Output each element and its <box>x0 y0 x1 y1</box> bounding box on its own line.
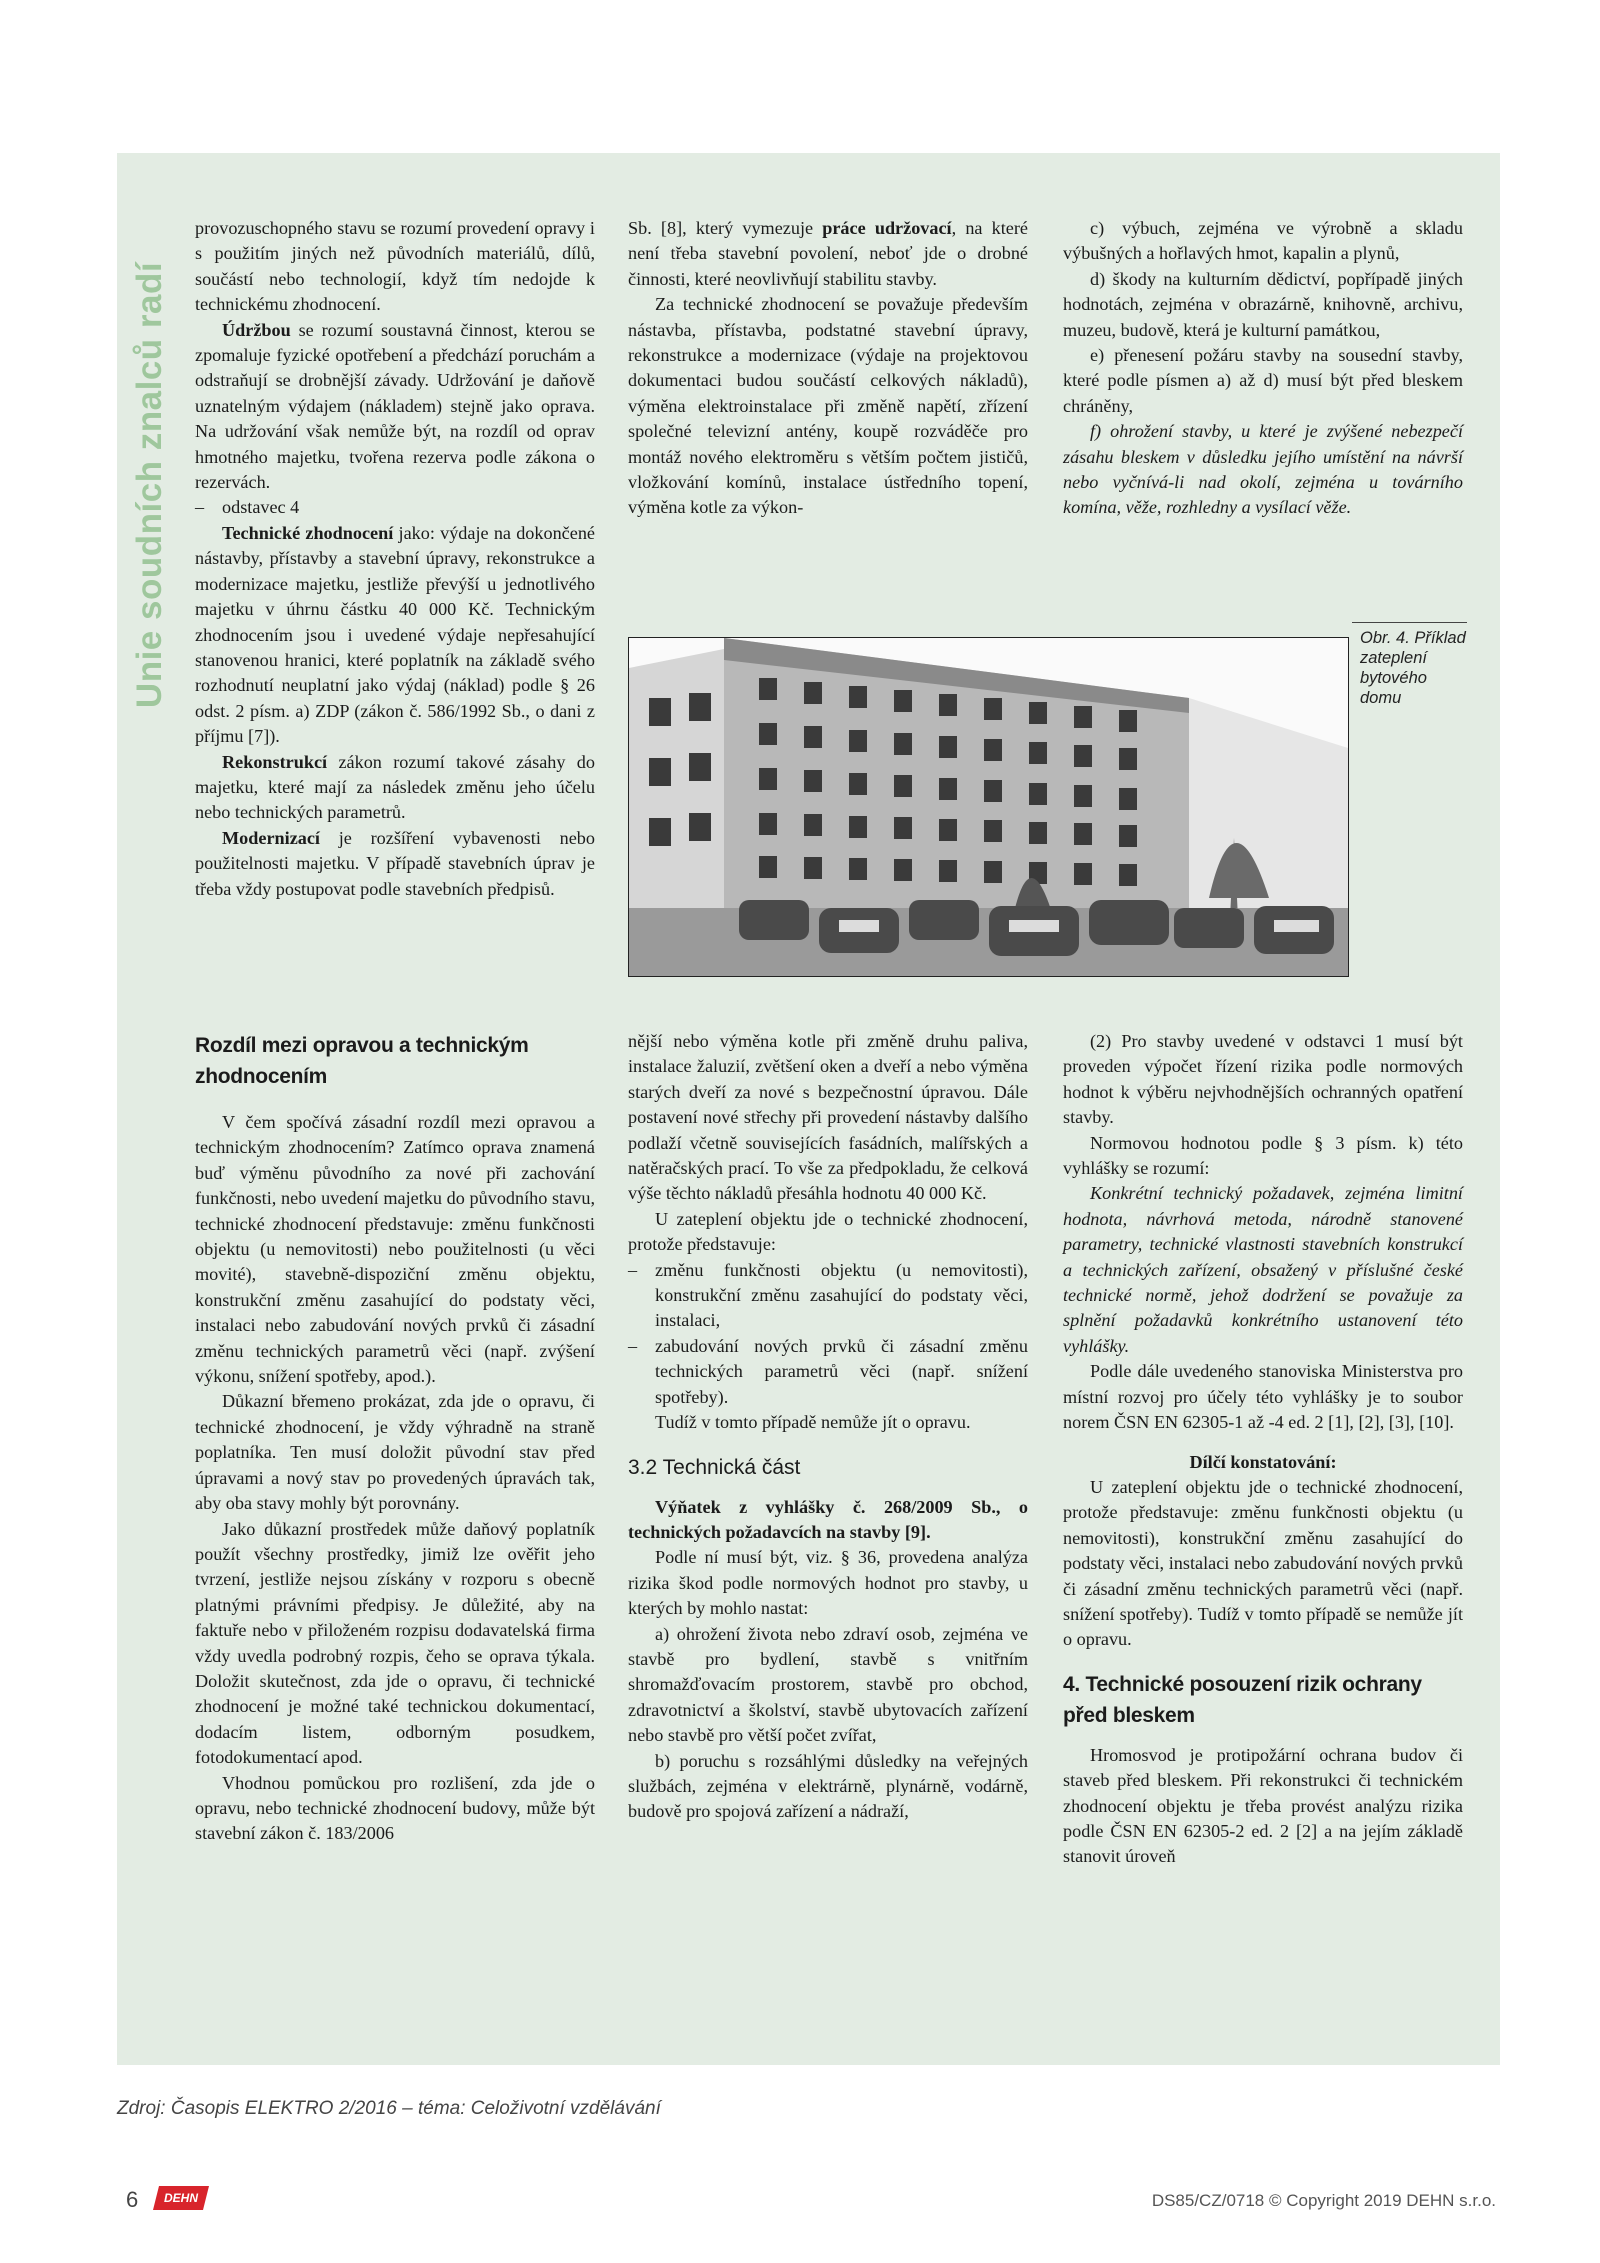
list-item-d: d) škody na kulturním dědictví, popřípadě jiných hodnotách, zejména v obrazárně, knihovně, archivu, muzeu, budově, která je kulturní památkou, <box>1063 268 1463 340</box>
column-3-top <box>1063 216 1463 521</box>
paragraph: provozuschopného stavu se rozumí provedení opravy i s použitím jiných než původních materiálů, dílů, součástí nebo technologií, když tím nedojde k technickému zhodnocení. <box>195 218 595 315</box>
list-item-b: b) poruchu s rozsáhlými důsledky na veřejných službách, zejména v elektrárně, plynárně, vodárně, budově pro spojová zařízení a nádraží, <box>628 1750 1028 1822</box>
paragraph: Za technické zhodnocení se považuje především nástavba, přístavba, podstatné stavební úpravy, rekonstrukce a modernizace (výdaje na projektovou dokumentaci budou součástí celkových nákladů), výměna elektroinstalace při změně napětí, zřízení společné televizní antény, koupě rozváděče pro montáž nového elektroměru s větším počtem jističů, vložkování komínů, instalace ústředního topení, výměna kotle za výkon- <box>628 294 1028 518</box>
list-item-e: e) přenesení požáru stavby na sousední stavby, které podle písmen a) až d) musí být před bleskem chráněny, <box>1063 345 1463 416</box>
column-1-bottom <box>195 1030 595 1847</box>
paragraph: Modernizací je rozšíření vybavenosti nebo použitelnosti majetku. V případě stavebních úprav je třeba vždy postupovat podle stavebních předpisů. <box>195 827 595 899</box>
paragraph: Podle ní musí být, viz. § 36, provedena analýza rizika škod podle normových hodnot pro stavby, u kterých by mohlo nastat: <box>628 1547 1028 1619</box>
paragraph: Údržbou se rozumí soustavná činnost, kterou se zpomaluje fyzické opotřebení a předchází poruchám a odstraňují se drobnější závady. Udržování je daňově uznatelným výdajem (nákladem) stejně jako oprava. Na udržování však nemůže být, na rozdíl od oprav hmotného majetku, tvořena rezerva podle zákona o rezervách. <box>195 319 595 493</box>
list-item-a: a) ohrožení života nebo zdraví osob, zejména ve stavbě pro bydlení, stavbě s vnitřním shromažďovacím prostorem, stavbě pro obchod, zdravotnictví a školství, stavbě ubytovacích zařízení nebo stavbě pro větší počet zvířat, <box>628 1623 1028 1746</box>
section-heading: Rozdíl mezi opravou a technickým zhodnocením <box>195 1034 529 1088</box>
paragraph: Konkrétní technický požadavek, zejména limitní hodnota, návrhová metoda, národně stanovené parametry, technické vlastnosti stavebních konstrukcí a technických zařízení, obsažený v příslušné české technické normě, jehož dodržení se považuje za splnění požadavků konkrétního ustanovení této vyhlášky. <box>1063 1183 1463 1356</box>
list-item: – změnu funkčnosti objektu (u nemovitosti), konstrukční změnu zasahující do podstaty věci, instalaci, <box>628 1259 1028 1331</box>
dash-item: – odstavec 4 <box>195 497 300 518</box>
building-photo <box>628 637 1349 977</box>
paragraph: U zateplení objektu jde o technické zhodnocení, protože představuje: <box>628 1208 1028 1255</box>
paragraph: Technické zhodnocení jako: výdaje na dokončené nástavby, přístavby a stavební úpravy, rekonstrukce a modernizace majetku, jestliže převýší u jednotlivého majetku v úhrnu částku 40 000 Kč. Technickým zhodnocením jsou i uvedené výdaje nepřesahující stanovenou hranici, které poplatník na základě svého rozhodnutí neuplatní jako výdaj (náklad) podle § 26 odst. 2 písm. a) ZDP (zákon č. 586/1992 Sb., o dani z příjmu [7]). <box>195 522 595 747</box>
subheading: Výňatek z vyhlášky č. 268/2009 Sb., o technických požadavcích na stavby [9]. <box>628 1496 1028 1542</box>
paragraph: Jako důkazní prostředek může daňový poplatník použít všechny prostředky, jimiž lze ověřit jeho tvrzení, jestliže nejsou získány v rozporu s obecně platnými právními předpisy. Je důležité, aby na faktuře nebo v přiloženém rozpisu dodavatelská firma vždy uvedla podrobný rozpis, čeho se oprava týkala. Doložit skutečnost, zda jde o opravu, či technické zhodnocení je možné také technickou dokumentací, dodacím listem, odborným posudkem, fotodokumentací apod. <box>195 1518 595 1768</box>
figure-caption: Obr. 4. Příklad zateplení bytového domu <box>1360 629 1466 707</box>
caption-rule <box>1352 622 1467 623</box>
apartment-building-image <box>629 638 1348 976</box>
column-2-bottom <box>628 1029 1028 1825</box>
svg-text:DEHN: DEHN <box>163 2191 199 2205</box>
section-heading: 3.2 Technická část <box>628 1455 801 1479</box>
dehn-logo <box>151 2184 211 2212</box>
section-heading: 4. Technické posouzení rizik ochrany před bleskem <box>1063 1672 1422 1727</box>
paragraph: U zateplení objektu jde o technické zhodnocení, protože představuje: změnu funkčnosti objektu (u nemovitosti), konstrukční změnu zasahující do podstaty věci, instalaci nebo zabudování nových prvků či zásadní změnu technických parametrů věci (např. snížení spotřeby). Tudíž v tomto případě se nemůže jít o opravu. <box>1063 1476 1463 1650</box>
paragraph: Důkazní břemeno prokázat, zda jde o opravu, či technické zhodnocení, je vždy výhradně na straně poplatníka. Ten musí doložit původní stav před úpravami a nový stav po provedených úpravách tak, aby oba stavy mohly být porovnány. <box>195 1391 595 1514</box>
column-1-top <box>195 216 595 902</box>
paragraph: Tudíž v tomto případě nemůže jít o opravu. <box>655 1412 971 1433</box>
list-item-c: c) výbuch, zejména ve výrobně a skladu výbušných a hořlavých hmot, kapalin a plynů, <box>1063 218 1463 264</box>
side-title: Unie soudních znalců radí <box>130 261 169 709</box>
paragraph: V čem spočívá zásadní rozdíl mezi opravou a technickým zhodnocením? Zatímco oprava znamená buď výměnu původního za nové při zachování funkčnosti, nebo uvedení majetku do původního stavu, technické zhodnocení představuje: změnu funkčnosti objektu (u nemovitosti) nebo použitelnosti (u věci movité), stavebně-dispoziční změnu objektu, konstrukční změnu zasahující do podstaty věci, instalaci nebo zabudování nových prvků či zásadní změnu technických parametrů věci (např. zvýšení výkonu, snížení spotřeby, apod.). <box>195 1112 595 1387</box>
column-3-bottom <box>1063 1029 1463 1870</box>
copyright: DS85/CZ/0718 © Copyright 2019 DEHN s.r.o. <box>1151 2191 1496 2210</box>
source-note: Zdroj: Časopis ELEKTRO 2/2016 – téma: Celoživotní vzdělávání <box>117 2098 661 2119</box>
list-item: – zabudování nových prvků či zásadní změnu technických parametrů věci (např. snížení spotřeby). <box>628 1335 1028 1407</box>
paragraph: (2) Pro stavby uvedené v odstavci 1 musí být proveden výpočet řízení rizika podle normových hodnot k výběru nejvhodnějších ochranných opatření stavby. <box>1063 1031 1463 1128</box>
subheading: Dílčí konstatování: <box>1189 1451 1337 1472</box>
paragraph: Hromosvod je protipožární ochrana budov či staveb před bleskem. Při rekonstrukci či technickém zhodnocení objektu je třeba provést analýzu rizika podle ČSN EN 62305-2 ed. 2 [2] a na jejím základě stanovit úroveň <box>1063 1744 1463 1867</box>
paragraph: Podle dále uvedeného stanoviska Ministerstva pro místní rozvoj pro účely této vyhlášky je to soubor norem ČSN EN 62305-1 až -4 ed. 2 [1], [2], [3], [10]. <box>1063 1361 1463 1433</box>
list-item-f: f) ohrožení stavby, u které je zvýšené nebezpečí zásahu bleskem v důsledku jejího umístění na návrší nebo vyčnívá-li nad okolí, zejména u továrního komína, věže, rozhledny a vysílací věže. <box>1063 421 1463 518</box>
paragraph: Vhodnou pomůckou pro rozlišení, zda jde o opravu, nebo technické zhodnocení budovy, může být stavební zákon č. 183/2006 <box>195 1772 595 1844</box>
paragraph: Rekonstrukcí zákon rozumí takové zásahy do majetku, které mají za následek změnu jeho účelu nebo technických parametrů. <box>195 751 595 823</box>
paragraph: nější nebo výměna kotle při změně druhu paliva, instalace žaluzií, zvětšení oken a dveří a nebo výměna starých dveří za nové s bezpečnostní úpravou. Dále postavení nové střechy při provedení nástavby dalšího podlaží včetně souvisejících fasádních, malířských a natěračských prací. To vše za předpokladu, že celková výše těchto nákladů přesáhla hodnotu 40 000 Kč. <box>628 1031 1028 1204</box>
column-2-top <box>628 216 1028 521</box>
paragraph: Normovou hodnotou podle § 3 písm. k) této vyhlášky se rozumí: <box>1063 1132 1463 1179</box>
paragraph: Sb. [8], který vymezuje práce udržovací, na které není třeba stavební povolení, neboť jde o drobné činnosti, které neovlivňují stabilitu stavby. <box>628 218 1028 289</box>
page-number: 6 <box>126 2187 139 2212</box>
